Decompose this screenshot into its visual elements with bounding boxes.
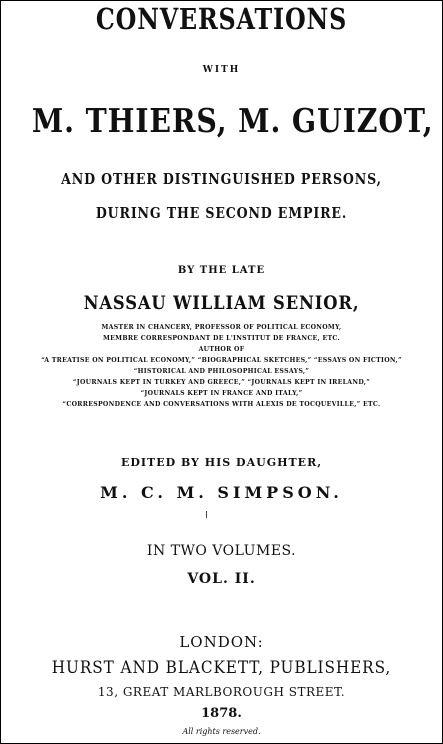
author-credential: “A TREATISE ON POLITICAL ECONOMY,” “BIOGRAPHICAL SKETCHES,” “ESSAYS ON FICTION,” [41,357,402,364]
ink-mark [206,511,207,518]
publication-city: LONDON: [179,633,264,651]
volume-count: IN TWO VOLUMES. [146,543,297,559]
with-connector: WITH [202,65,241,75]
author-credential: “JOURNALS KEPT IN FRANCE AND ITALY,” [140,390,303,397]
author-credential: MASTER IN CHANCERY, PROFESSOR OF POLITICAL ECONOMY, [101,324,342,331]
publisher-address: 13, GREAT MARLBOROUGH STREET. [97,685,346,699]
publication-year: 1878. [201,706,242,721]
author-credential: “HISTORICAL AND PHILOSOPHICAL ESSAYS,” [133,368,310,375]
author-credential: “CORRESPONDENCE AND CONVERSATIONS WITH ALEXIS DE TOCQUEVILLE,” ETC. [62,401,381,408]
publisher-name: HURST AND BLACKETT, PUBLISHERS, [51,658,392,678]
book-title: CONVERSATIONS [95,2,348,36]
author-credential: MEMBRE CORRESPONDANT DE L'INSTITUT DE FRANCE, ETC. [103,335,340,342]
editor-name: M. C. M. SIMPSON. [100,483,343,502]
subtitle-line-1: AND OTHER DISTINGUISHED PERSONS, [61,170,382,188]
author-name: NASSAU WILLIAM SENIOR, [83,292,360,314]
subtitle-line-2: DURING THE SECOND EMPIRE. [95,204,348,222]
volume-number: VOL. II. [187,571,256,587]
rights-notice: All rights reserved. [182,727,261,736]
edited-by: EDITED BY HIS DAUGHTER, [120,456,323,469]
author-credential: “JOURNALS KEPT IN TURKEY AND GREECE,” “JOURNALS KEPT IN IRELAND,” [72,379,371,386]
by-the-late: BY THE LATE [177,265,266,276]
author-credential: AUTHOR OF [198,346,245,353]
principal-names: M. THIERS, M. GUIZOT, [31,101,434,140]
